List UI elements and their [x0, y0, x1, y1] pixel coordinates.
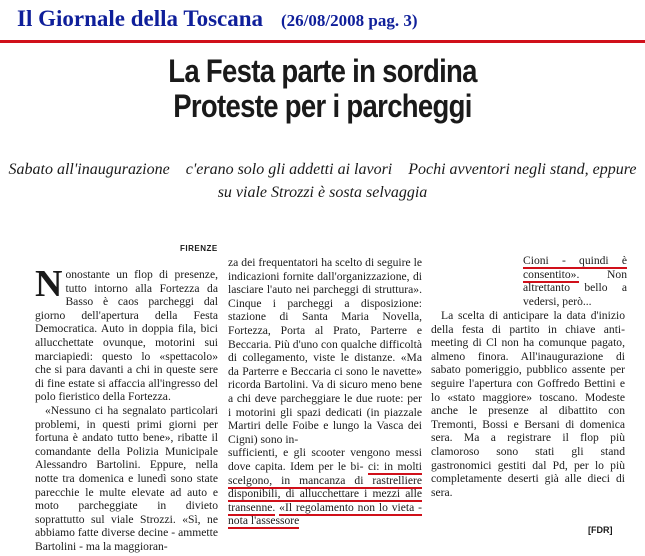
headline-line-1: La Festa parte in sordina: [168, 53, 477, 89]
headline: [62, 54, 582, 124]
article-column-1: [35, 263, 218, 553]
subhead-line-2: su viale Strozzi è sosta selvaggia: [217, 184, 428, 201]
drop-cap: N: [35, 263, 63, 305]
highlighted-passage-1: ci: in molti scelgono, in mancanza di rastrelliere disponibili, di allucchettare i mezzi alle transenne.: [228, 459, 422, 514]
col3-paragraph-1: La scelta di anticipare la data d'inizio della festa di partito in chiave anti-meeting di Cl non ha comunque pagato, almeno finora. All'inaugurazione di sabato pomeriggio, pubblico assente per seguire l'apertura con Goffredo Bettini e lo «stato maggiore» toscano. Modeste anche le presenze al dibattito con Tremonti, Bossi e Bersani di domenica sera. Ma a registrare il flop più clamoroso sono stati gli stand gastronomici gestiti dal Pd, per lo più completamente deserti già alle dieci di sera.: [431, 309, 625, 499]
article-column-2: [228, 256, 422, 528]
subheadline: [0, 158, 645, 204]
col2-paragraph-1: za dei frequentatori ha scelto di seguire le indicazioni fornite dall'organizzazione, di lasciare l'auto nei parcheggi di struttura». Cinque i parcheggi a disposizione: stazione di Santa Maria Novella, Fortezza, Porta al Prato, Parterre e Beccaria. Più d'uno con qualche difficoltà di collegamento, viste le distanze. «Ma da Parterre e Beccaria ci sono le navette» ricorda Bartolini. Va di sicuro meno bene a chi deve parcheggiare le due ruote: per i motorini gli spazi dedicati (in piazzale Martiri delle Foibe e lungo la Vasca dei Cigni) sono in-: [228, 256, 422, 446]
subhead-part-1: Sabato all'inaugurazione: [8, 161, 170, 178]
publication-date: (26/08/2008 pag. 3): [281, 11, 418, 30]
article-column-3-top: [523, 254, 627, 308]
col2-paragraph-2: sufficienti, e gli scooter vengono messi dove capita. Idem per le bi-: [228, 446, 422, 473]
masthead: [17, 6, 418, 34]
col1-paragraph-2: «Nessuno ci ha segnalato particolari problemi, in questi primi giorni per fortuna è andato tutto bene», ribatte il comandante della Polizia Municipale Alessandro Bartolini. Eppure, nella notte tra domenica e lunedì sono state parecchie le multe elevate ad auto e moto parcheggiate in divieto soprattutto sul viale Strozzi. «Sì, ne abbiamo fatte diverse decine - ammette Bartolini - ma la maggioran-: [35, 403, 218, 553]
dateline: FIRENZE: [180, 244, 218, 253]
subhead-part-2: c'erano solo gli addetti ai lavori: [185, 161, 393, 178]
col1-paragraph-1: onostante un flop di presenze, tutto intorno alla Fortezza da Basso è caos parcheggi dal giorno dell'apertura della Festa Democratica. Auto in doppia fila, bici allucchettate ovunque, motorini sui marciapiedi: questo lo «spettacolo» che si para davanti a chi in queste sere di fine estate si affaccia all'ingresso del polo fieristico della Fortezza.: [35, 268, 218, 404]
headline-line-2: Proteste per i parcheggi: [173, 88, 472, 124]
article-column-3: [431, 309, 625, 499]
paper-name: Il Giornale della Toscana: [17, 6, 264, 31]
highlighted-passage-2: «Il regolamento non lo vieta - nota l'assessore: [228, 500, 422, 528]
highlighted-passage-3: Cioni - quindi è consentito».: [523, 254, 627, 281]
col3-tail: Non altrettanto bello a vedersi, però...: [523, 267, 627, 308]
author-signature: [FDR]: [588, 525, 613, 535]
subhead-part-3: Pochi avventori negli stand, eppure: [408, 161, 637, 178]
header-rule: [0, 40, 645, 43]
